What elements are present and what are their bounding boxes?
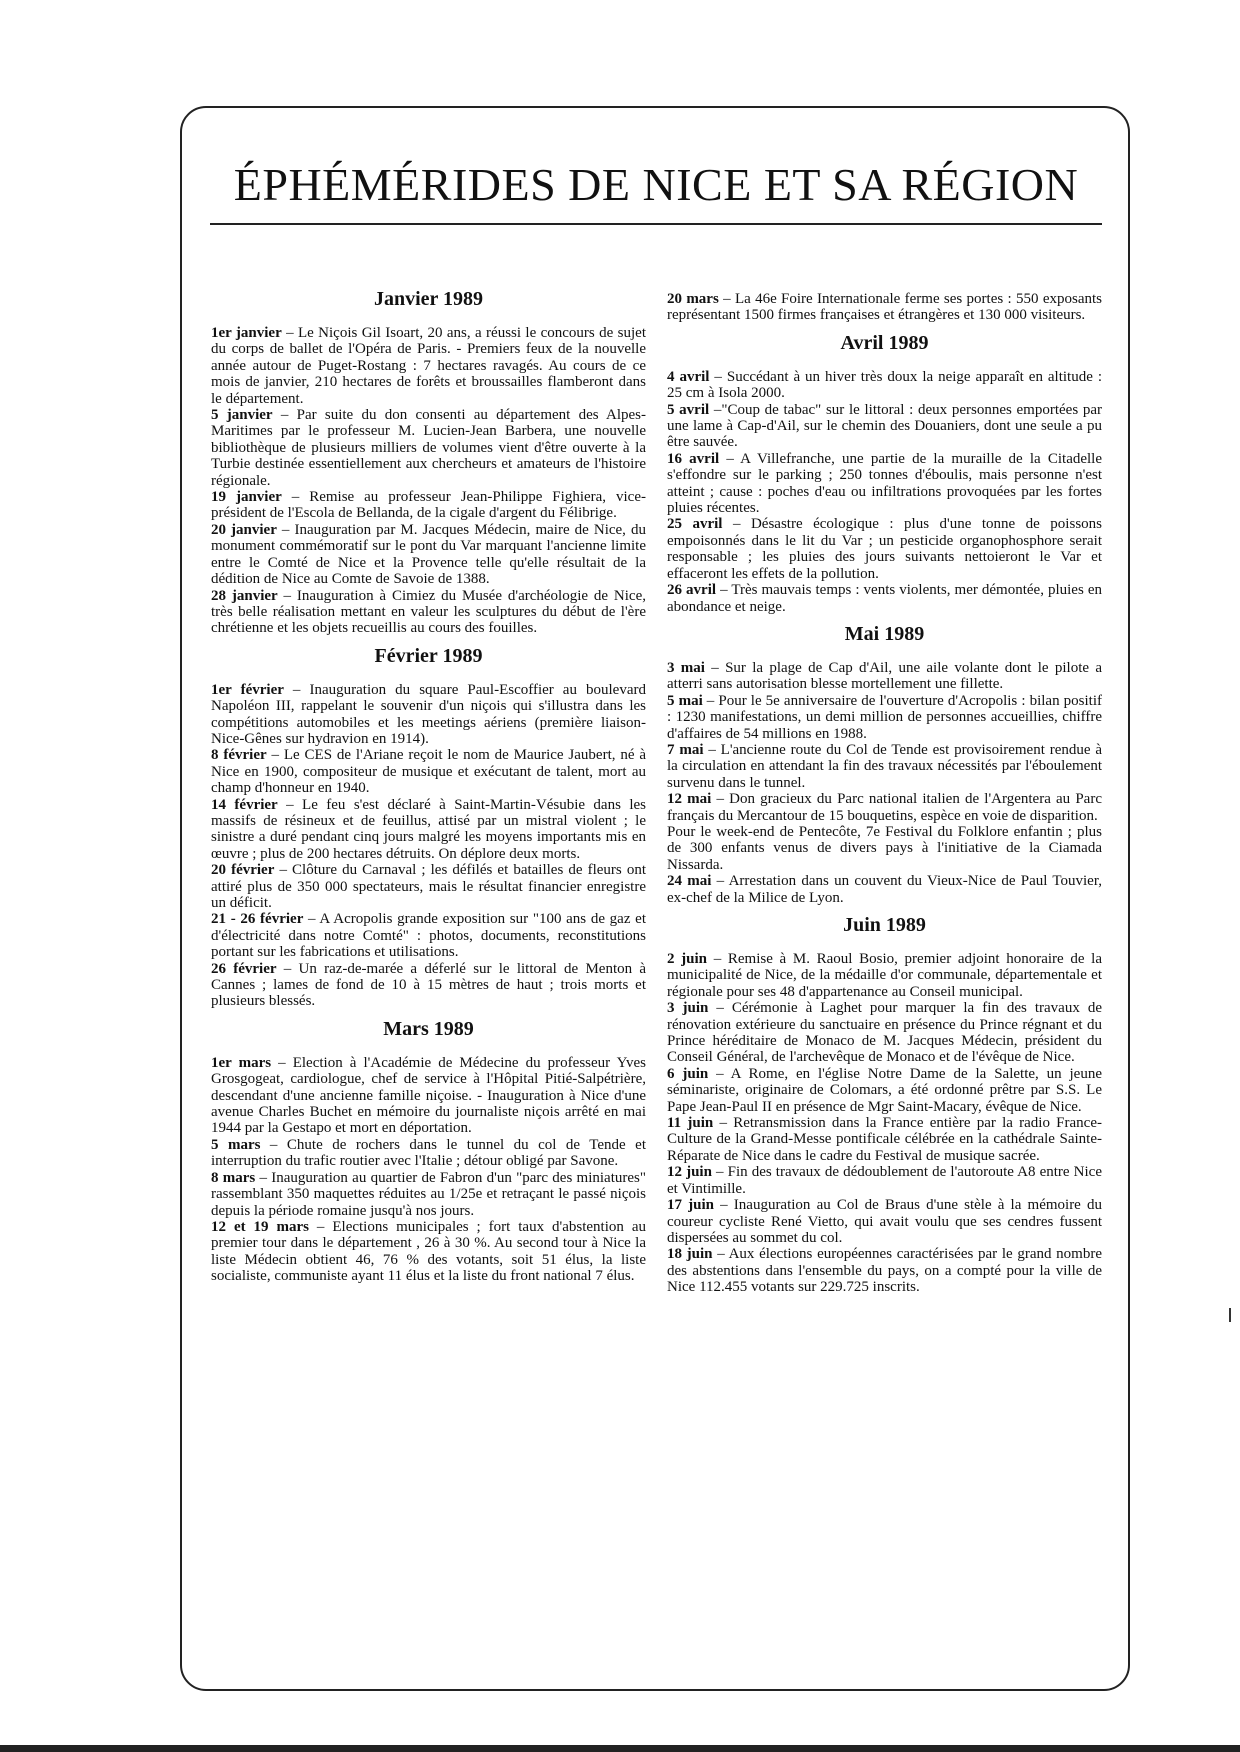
entry-text: – Très mauvais temps : vents violents, mer démontée, pluies en abondance et neige. [667,582,1102,615]
section-entries-fevrier [211,682,646,1010]
entry [667,824,1102,873]
entry-text: – Cérémonie à Laghet pour marquer la fin des travaux de rénovation extérieure du sanctuaire en présence du Prince régnant et du Prince héréditaire de Monaco de M. Jacques Médecin, président du Conseil Général, de l'archevêque de Monaco et de l'évêque de Nice. [667,1000,1102,1066]
entry-text: – Le Niçois Gil Isoart, 20 ans, a réussi le concours de sujet du corps de ballet de l'Opéra de Paris. - Premiers feux de la nouvelle année autour de Puget-Rostang : 7 hectares ravagés. Au cours de ce mois de janvier, 210 hectares de forêts et broussailles flamberont dans le département. [211,325,646,407]
entry-date: 8 mars [211,1169,256,1186]
section-entries-janvier [211,325,646,637]
entry [211,407,646,489]
entry-date: 28 janvier [211,587,278,604]
entry [211,911,646,960]
entry-text: – Remise au professeur Jean-Philippe Fighiera, vice-président de l'Escola de Bellanda, de la cigale d'argent du Félibrige. [211,489,646,522]
entry-date: 7 mai [667,741,704,758]
entry-date: 6 juin [667,1065,709,1082]
entry-text: – La 46e Foire Internationale ferme ses portes : 550 exposants représentant 1500 firmes françaises et étrangères et 130 000 visiteurs. [667,291,1102,324]
entry-date: 5 janvier [211,407,273,424]
entry [667,582,1102,615]
entry [211,797,646,863]
entry-date: 26 avril [667,582,717,599]
right-column [667,291,1102,1296]
entry [667,693,1102,742]
entry [667,873,1102,906]
entry [211,1055,646,1137]
entry-date: 14 février [211,796,278,813]
entry-text: – Election à l'Académie de Médecine du professeur Yves Grosgogeat, cardiologue, chef de service à l'Hôpital Pitié-Salpétrière, descendant d'une ancienne famille niçoise. - Inauguration à Nice d'une avenue Charles Buchet en mémoire du journaliste niçois arrêté en mai 1944 par la Gestapo et mort en déportation. [211,1054,646,1137]
entry [211,325,646,407]
section-title-janvier: Janvier 1989 [373,288,484,310]
entry-date: 20 février [211,862,275,879]
entry-text: – Désastre écologique : plus d'une tonne de poissons empoisonnés dans le lit du Var ; un pesticide organophosphore serait responsable ; les pluies des jours suivants nettoieront le Var et effaceront les effets de la pollution. [667,516,1102,582]
margin-mark [1229,1308,1231,1322]
entry-date: 19 janvier [211,489,282,506]
entry [667,1197,1102,1246]
entry-date: 21 - 26 février [211,911,304,928]
entry-text: – Inauguration du square Paul-Escoffier au boulevard Napoléon III, rappelant le souvenir d'un niçois qui s'illustra dans les compétitions automobiles et les meetings aériens (première liaison-Nice-Gênes sur hydravion en 1914). [211,681,646,747]
entry-text: – Aux élections européennes caractérisées par le grand nombre des abstentions dans l'ensemble du pays, on a compté pour la ville de Nice 112.455 votants sur 229.725 inscrits. [667,1246,1102,1296]
entry [211,489,646,522]
entry-text: – Don gracieux du Parc national italien de l'Argentera au Parc français du Mercantour de 15 bouquetins, espèce en voie de disparition. [667,791,1102,824]
entry-date: 24 mai [667,873,712,890]
entry [667,1164,1102,1197]
entry [211,682,646,748]
section-entries-mars-right [667,291,1102,324]
entry-date: 4 avril [667,368,710,385]
entry-text: – Sur la plage de Cap d'Ail, une aile volante dont le pilote a atterri sans autorisation blesse mortellement une fillette. [667,659,1102,693]
entry-text: – Inauguration par M. Jacques Médecin, maire de Nice, du monument commémoratif sur le pont du Var marquant l'ancienne limite entre le Comté de Nice et la Provence telle qu'elle résultait de la dédition de Nice au Comte de Savoie de 1388. [211,521,646,588]
entry [667,291,1102,324]
entry-text: – Retransmission dans la France entière par la radio France-Culture de la Grand-Messe pontificale célébrée en la cathédrale Sainte-Réparate de Nice dans le cadre du Festival de musique sacrée. [667,1115,1102,1164]
entry-date: 1er janvier [211,325,282,341]
entry-text: – Succédant à un hiver très doux la neige apparaît en altitude : 25 cm à Isola 2000. [667,368,1102,402]
entry-date: 25 avril [667,516,723,533]
entry-text: – Le feu s'est déclaré à Saint-Martin-Vésubie dans les massifs de résineux et de feuillus, attisé par un mistral violent ; le sinistre a duré pendant cinq jours malgré les moyens importants mis en œuvre ; plus de 200 hectares détruits. On déplore deux morts. [211,796,647,862]
entry-date: 1er février [211,681,284,698]
entry-text: – Inauguration au quartier de Fabron d'un "parc des miniatures" rassemblant 350 maquettes réduites au 1/25e et retraçant le passé niçois depuis la période romaine jusqu'à nos jours. [211,1169,646,1219]
entry-text: – A Acropolis grande exposition sur "100 ans de gaz et d'électricité dans notre Comté" : photos, documents, reconstitutions portant sur les fabrications et utilisations. [211,911,646,961]
section-entries-avril [667,369,1102,615]
entry-text: – Inauguration à Cimiez du Musée d'archéologie de Nice, très belle réalisation mettant en valeur les sculptures du début de l'ère chrétienne et les objets recueillis au cours des fouilles. [211,587,646,637]
entry-text: – L'ancienne route du Col de Tende est provisoirement rendue à la circulation en attendant la fin des travaux nécessités par l'éboulement survenu dans le tunnel. [667,741,1102,791]
entry [211,1219,646,1285]
section-title-fevrier: Février 1989 [374,644,483,667]
entry [667,742,1102,791]
entry-date: 2 juin [667,951,708,967]
entry [211,961,646,1010]
entry [667,791,1102,824]
entry-date: 11 juin [667,1115,714,1132]
section-title-mai: Mai 1989 [844,622,925,645]
entry-text: – Clôture du Carnaval ; les défilés et batailles de fleurs ont attiré plus de 350 000 spectateurs, mais le résultat financier enregistre un déficit. [211,862,646,911]
entry [667,1066,1102,1115]
entry-text: – Remise à M. Raoul Bosio, premier adjoint honoraire de la municipalité de Nice, de la médaille d'or communale, départementale et régionale pour ses 48 d'appartenance au Conseil municipal. [667,951,1102,1000]
page-title: ÉPHÉMÉRIDES DE NICE ET SA RÉGION [233,159,1079,210]
entry-text: – Pour le 5e anniversaire de l'ouverture d'Acropolis : bilan positif : 1230 manifestations, un demi million de personnes accueillies, chiffre d'affaires de 54 millions en 1988. [667,692,1102,742]
entry-text: –"Coup de tabac" sur le littoral : deux personnes emportées par une lame à Cap-d'Ail, sur le chemin des Douaniers, dont une seule a pu être sauvée. [667,401,1102,451]
entry-date: 18 juin [667,1246,713,1263]
entry-date: 26 février [211,960,277,977]
entry-date: 12 juin [667,1164,712,1181]
entry-text: – Un raz-de-marée a déferlé sur le littoral de Menton à Cannes ; lames de fond de 10 à 15 mètres de haut ; trois morts et plusieurs blessés. [211,960,647,1010]
page-bottom-edge [0,1745,1240,1752]
section-entries-mars-left [211,1055,646,1285]
entry-date: 5 avril [667,401,710,418]
entry [667,451,1102,517]
entry-text: – A Rome, en l'église Notre Dame de la Salette, un jeune séminariste, originaire de Colomars, a été ordonné prêtre par S.S. Le Pape Jean-Paul II en présence de Mgr Saint-Macary, évêque de Nice. [667,1065,1102,1115]
entry [211,747,646,796]
entry-date: 8 février [211,747,267,764]
entry-text: – Fin des travaux de dédoublement de l'autoroute A8 entre Nice et Vintimille. [667,1164,1102,1197]
entry [211,1137,646,1170]
section-title-juin: Juin 1989 [843,914,926,936]
entry [667,369,1102,402]
entry-text: Pour le week-end de Pentecôte, 7e Festival du Folklore enfantin ; plus de 300 enfants venus de divers pays à l'initiative de la Ciamada Nissarda. [667,823,1102,873]
entry-date: 17 juin [667,1197,714,1214]
entry [667,402,1102,451]
entry [211,862,646,911]
entry-date: 3 mai [667,659,705,676]
entry [667,951,1102,1000]
entry [667,1000,1102,1066]
entry [667,1115,1102,1164]
entry-date: 3 juin [667,1000,709,1017]
entry-text: – Elections municipales ; fort taux d'abstention au premier tour dans le département , 26 à 30 %. Au second tour à Nice la liste Médecin obtient 46, 76 % des votants, soit 51 élus, la liste socialiste, communiste ayant 11 élus et la liste du front national 7 élus. [211,1218,646,1285]
entry-text: – Arrestation dans un couvent du Vieux-Nice de Paul Touvier, ex-chef de la Milice de Lyon. [667,873,1102,906]
entry-date: 20 mars [667,291,719,307]
entry-date: 5 mai [667,692,703,709]
left-column [211,280,646,1285]
entry [667,1246,1102,1295]
entry-date: 5 mars [211,1136,261,1153]
entry-date: 16 avril [667,450,720,467]
entry [667,660,1102,693]
entry-text: – Inauguration au Col de Braus d'une stèle à la mémoire du coureur cycliste René Vietto, qui avait voulu que ses cendres fussent dispersées au sommet du col. [667,1197,1102,1246]
entry [211,522,646,588]
entry [211,1170,646,1219]
entry-text: – A Villefranche, une partie de la muraille de la Citadelle s'effondre sur le parking ; 250 tonnes d'éboulis, mais personne n'est atteint ; cause : poches d'eau ou infiltrations provoquées par les fortes pluies récentes. [667,450,1102,517]
entry [667,516,1102,582]
title-rule [210,223,1102,225]
entry-text: – Le CES de l'Ariane reçoit le nom de Maurice Jaubert, né à Nice en 1900, compositeur de musique et exécutant de talent, mort au champ d'honneur en 1940. [211,747,647,797]
entry-date: 12 et 19 mars [211,1218,309,1235]
entry-date: 12 mai [667,791,712,808]
entry-date: 20 janvier [211,521,277,538]
entry-text: – Par suite du don consenti au département des Alpes-Maritimes par le professeur M. Lucien-Jean Barbera, une nouvelle bibliothèque de plusieurs milliers de volumes vient d'être ouverte à la Turbie destinée essentiellement aux chercheurs et amateurs de l'histoire régionale. [211,407,646,489]
entry [211,588,646,637]
entry-text: – Chute de rochers dans le tunnel du col de Tende et interruption du trafic routier avec l'Italie ; détour obligé par Savone. [211,1136,646,1170]
section-entries-juin [667,951,1102,1296]
section-entries-mai [667,660,1102,906]
section-title-mars: Mars 1989 [383,1017,474,1040]
entry-date: 1er mars [211,1054,272,1071]
section-title-avril: Avril 1989 [840,331,929,354]
